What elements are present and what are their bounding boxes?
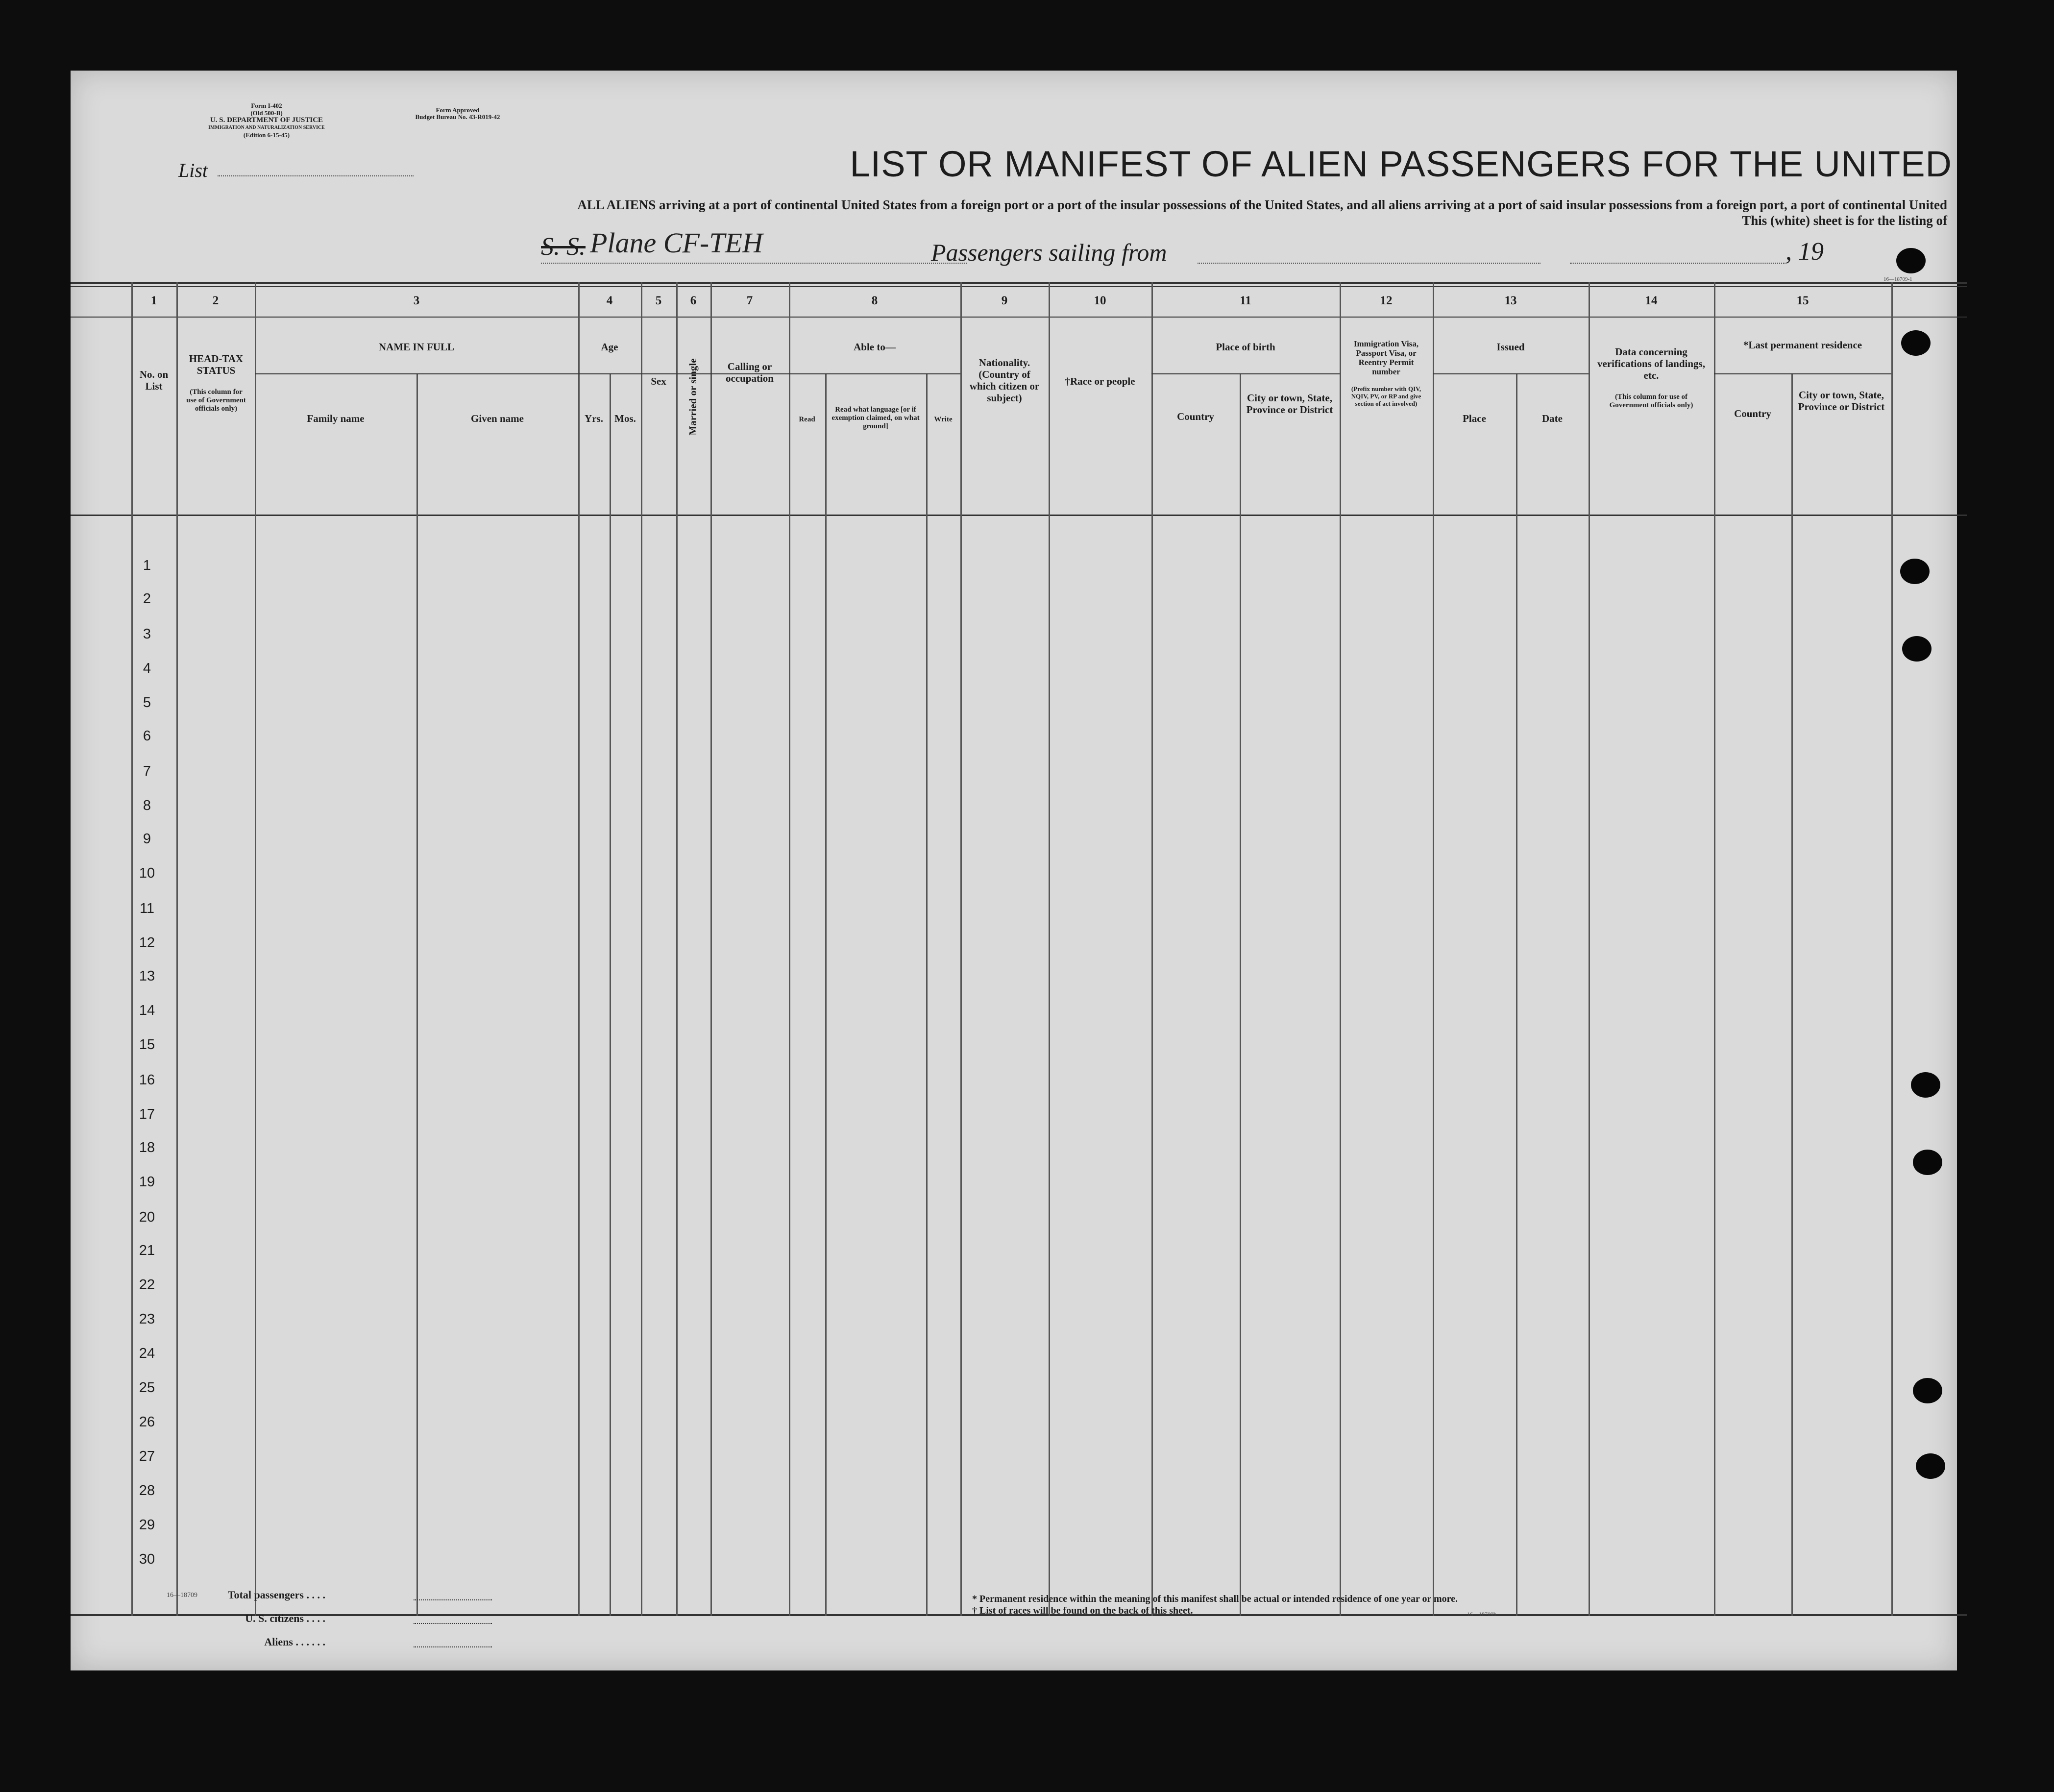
header-given-name: Given name [471,413,524,424]
header-verifications-note: (This column for use of Government officials only) [1609,393,1693,409]
aliens-label: Aliens . . . . . . [264,1636,325,1648]
row-number: 28 [139,1483,155,1498]
footnote-residence: * Permanent residence within the meaning of this manifest shall be actual or intended residence of one year or more. [972,1594,1458,1604]
row-number: 6 [143,728,151,744]
aliens-line [414,1646,492,1647]
service-name: IMMIGRATION AND NATURALIZATION SERVICE [208,125,325,130]
row-number: 17 [139,1106,155,1122]
header-birth-country: Country [1177,411,1214,422]
punch-hole [1913,1378,1942,1403]
row-number: 9 [143,831,151,847]
row-number: 16 [139,1072,155,1088]
date-line [1570,263,1785,264]
manifest-table [71,282,1967,1616]
header-residence-city: City or town, State, Province or District [1798,389,1885,413]
column-rule [825,373,827,1616]
row-number: 15 [139,1037,155,1053]
vessel-prefix: S. S. [541,233,586,261]
page-title: LIST OR MANIFEST OF ALIEN PASSENGERS FOR THE UNITED [850,144,1952,184]
header-married-single: Married or single [687,358,699,436]
header-head-tax-note: (This column for use of Government officials only) [186,388,246,413]
row-number: 8 [143,798,151,813]
column-rule [1240,373,1241,1616]
page-subtitle [365,197,1947,228]
header-issued: Issued [1496,341,1525,353]
row-number: 29 [139,1517,155,1533]
column-number: 4 [606,294,613,307]
column-rule [641,282,642,1616]
header-sex: Sex [651,375,666,387]
row-number: 27 [139,1448,155,1464]
column-number: 9 [1001,294,1008,307]
footnote-races: † List of races will be found on the back of this sheet. [972,1605,1193,1616]
subheader-rule [789,373,960,374]
total-passengers-label: Total passengers . . . . [227,1589,325,1601]
punch-hole [1913,1150,1942,1175]
column-rule [1340,282,1341,1616]
header-write: Write [934,416,953,423]
header-calling: Calling or occupation [725,361,774,384]
header-race: †Race or people [1065,375,1135,387]
form-approved-label: Form Approved [436,106,480,114]
old-form-number: (Old 500-B) [250,109,283,117]
column-rule [960,282,962,1616]
header-visa: Immigration Visa, Passport Visa, or Reentry Permit number [1353,339,1419,376]
sailing-from-line [1198,263,1540,264]
header-nationality: Nationality. (Country of which citizen or subject) [969,357,1040,404]
footer-code: 16—18709b [1467,1611,1496,1618]
row-number: 25 [139,1380,155,1396]
header-residence-country: Country [1734,408,1771,419]
header-no-on-list: No. on List [139,368,169,392]
header-verifications: Data concerning verifications of landings, etc. [1597,346,1705,381]
column-rule [1589,282,1590,1616]
table-top-rule [71,282,1967,284]
row-number: 12 [139,935,155,951]
row-number: 10 [139,865,155,881]
column-number: 3 [413,294,420,307]
column-rule [1049,282,1050,1616]
column-rule [710,282,712,1616]
column-rule [1433,282,1434,1616]
row-number: 13 [139,968,155,984]
row-number: 24 [139,1346,155,1361]
form-identification [164,102,369,139]
header-read: Read [799,416,815,423]
header-age-months: Mos. [614,413,636,424]
column-number: 14 [1645,294,1658,307]
column-rule [1791,373,1793,1616]
punch-hole [1901,330,1931,356]
subtitle-line-2: This (white) sheet is for the listing of [1742,213,1947,228]
table-top-rule-2 [71,286,1967,287]
column-rule [578,282,580,1616]
column-number: 8 [871,294,878,307]
row-number: 21 [139,1243,155,1258]
header-age: Age [601,341,618,353]
punch-hole [1900,559,1930,584]
punch-hole [1911,1072,1940,1098]
column-number: 7 [746,294,753,307]
budget-bureau-number: Budget Bureau No. 43-R019-42 [415,113,500,121]
sailing-from-label: Passengers sailing from [931,239,1167,266]
header-age-years: Yrs. [585,413,603,424]
punch-hole [1896,248,1926,273]
column-rule [176,282,178,1616]
row-number: 26 [139,1414,155,1430]
column-rule [926,373,928,1616]
vessel-line [541,263,967,264]
punch-hole [1902,636,1932,662]
subheader-rule [1714,373,1891,374]
column-rule [676,282,678,1616]
row-number: 23 [139,1311,155,1327]
header-last-residence: *Last permanent residence [1743,339,1862,351]
row-number: 4 [143,661,151,676]
list-number-line [218,175,414,176]
row-number: 1 [143,558,151,573]
column-rule [1516,373,1517,1616]
column-number: 2 [212,294,219,307]
column-rule [1151,282,1153,1616]
column-rule [255,282,256,1616]
row-number: 20 [139,1209,155,1225]
column-number-rule [71,317,1967,318]
header-issued-place: Place [1463,413,1486,424]
subtitle-line-1: ALL ALIENS arriving at a port of continental United States from a foreign port or a port of the insular possessions of the United States, and all aliens arriving at a port of said insular possessions from a foreign port, a port of continental United [577,197,1947,212]
us-citizens-label: U. S. citizens . . . . [245,1612,325,1624]
header-birth-city: City or town, State, Province or District [1246,392,1333,416]
column-rule [610,373,611,1616]
row-number: 3 [143,626,151,642]
column-rule [416,373,418,1616]
row-number: 11 [139,901,155,916]
column-number: 1 [150,294,157,307]
row-number: 7 [143,763,151,779]
sheet-code: 16—18709-1 [1883,276,1912,282]
row-number: 30 [139,1551,155,1567]
column-rule [1891,282,1893,1616]
header-head-tax: HEAD-TAX STATUS [189,353,244,376]
total-passengers-line [414,1599,492,1600]
column-rule [1714,282,1715,1616]
subheader-rule [1433,373,1589,374]
row-number: 22 [139,1277,155,1293]
vessel-name-handwritten: Plane CF-TEH [590,227,763,259]
row-number: 2 [143,591,151,607]
header-issued-date: Date [1542,413,1563,424]
us-citizens-line [414,1623,492,1624]
header-visa-note: (Prefix number with QIV, NQIV, PV, or RP and give section of act involved) [1351,385,1421,407]
column-number: 13 [1504,294,1517,307]
column-number: 11 [1240,294,1251,307]
subheader-rule [1151,373,1340,374]
header-family-name: Family name [307,413,365,424]
column-number: 12 [1380,294,1393,307]
column-rule [789,282,790,1616]
row-number: 18 [139,1140,155,1155]
header-read-language: Read what language [or if exemption claimed, on what ground] [831,406,920,430]
header-name-in-full: NAME IN FULL [378,341,454,353]
header-bottom-rule [71,515,1967,516]
column-number: 6 [690,294,697,307]
department-name: U. S. DEPARTMENT OF JUSTICE [210,116,323,124]
column-number: 10 [1094,294,1106,307]
edition-date: (Edition 6-15-45) [243,131,290,139]
header-place-of-birth: Place of birth [1216,341,1275,353]
list-label: List [178,159,208,181]
row-number: 14 [139,1003,155,1018]
header-able-to: Able to— [854,341,896,353]
year-label: , 19 [1785,238,1824,266]
manifest-sheet [71,71,1957,1670]
column-number: 5 [655,294,662,307]
table-code: 16—18709 [167,1592,197,1599]
punch-hole [1916,1453,1945,1479]
row-number: 5 [143,695,151,711]
row-number: 19 [139,1174,155,1190]
column-number: 15 [1796,294,1809,307]
form-number: Form I-402 [251,102,282,109]
form-approval [384,107,531,121]
